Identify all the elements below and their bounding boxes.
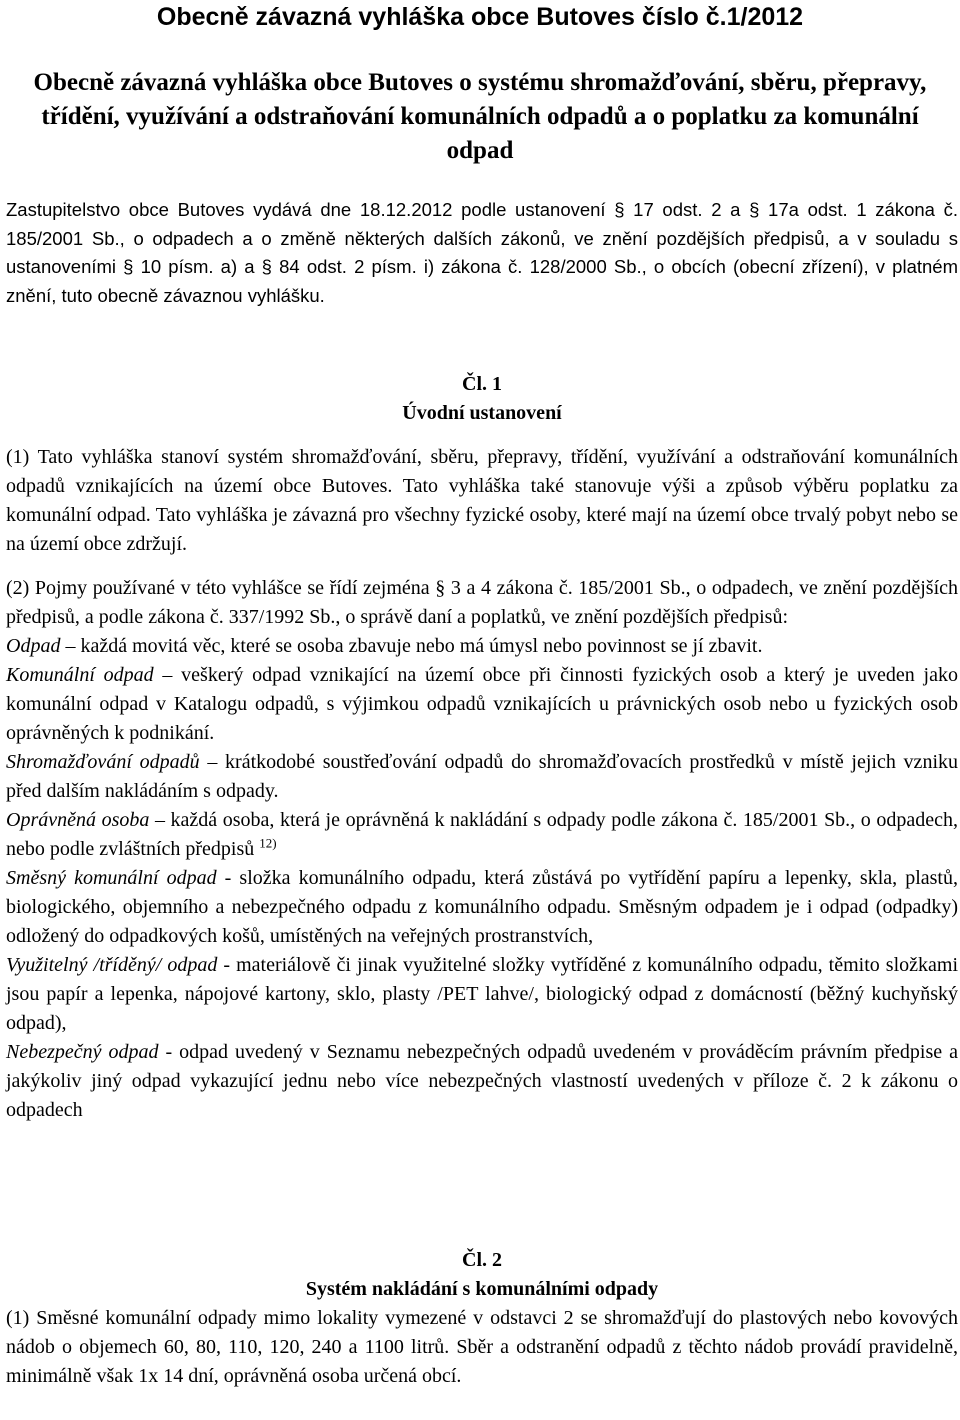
definition-term: Komunální odpad bbox=[6, 664, 154, 686]
definition-term: Směsný komunální odpad bbox=[6, 867, 217, 889]
definition-item bbox=[6, 864, 958, 951]
definition-text: – každá movitá věc, které se osoba zbavuje nebo má úmysl nebo povinnost se jí zbavit. bbox=[60, 635, 763, 657]
definition-text: - složka komunálního odpadu, která zůstává po vytřídění papíru a lepenky, skla, plastů, biologického, objemního a nebezpečného odpadu z komunálního odpadu. Směsným odpadem je i odpad (odpadky) odložený do odpadkových košů, umístěných na veřejných prostranstvích, bbox=[6, 867, 958, 947]
definition-term: Odpad bbox=[6, 635, 61, 657]
definition-item bbox=[6, 632, 958, 661]
article-2-heading: Systém nakládání s komunálními odpady bbox=[305, 1278, 659, 1300]
article-1-heading: Úvodní ustanovení bbox=[402, 402, 562, 424]
definition-item bbox=[6, 951, 958, 1038]
article-1-paragraph-1: (1) Tato vyhláška stanoví systém shromažďování, sběru, přepravy, třídění, využívání a odstraňování komunálních odpadů vznikajících na území obce Butoves. Tato vyhláška také stanovuje výši a způsob výběru poplatku za komunální odpad. Tato vyhláška je závazná pro všechny fyzické osoby, které mají na území obce trvalý pobyt nebo se na území obce zdržují. bbox=[6, 446, 958, 555]
definition-item bbox=[6, 748, 958, 806]
regulation-title: Obecně závazná vyhláška obce Butoves o systému shromažďování, sběru, přepravy, třídění, využívání a odstraňování komunálních odpadů a o poplatku za komunální odpad bbox=[33, 69, 927, 164]
article-2-number: Čl. 2 bbox=[462, 1249, 502, 1271]
definition-item bbox=[6, 661, 958, 748]
document-title: Obecně závazná vyhláška obce Butoves číslo č.1/2012 bbox=[156, 3, 804, 31]
article-1 bbox=[6, 370, 958, 1125]
definition-text: – veškerý odpad vznikající na území obce při činnosti fyzických osob a který je uveden jako komunální odpad v Katalogu odpadů, s výjimkou odpadů vznikajících u právnických osob nebo u fyzických osob oprávněných k podnikání. bbox=[6, 664, 958, 744]
definition-term: Nebezpečný odpad bbox=[6, 1041, 159, 1063]
definition-term: Využitelný /tříděný/ odpad bbox=[6, 954, 218, 976]
definition-item bbox=[6, 806, 958, 864]
definition-term: Oprávněná osoba bbox=[6, 809, 150, 831]
definition-term: Shromažďování odpadů bbox=[6, 751, 200, 773]
article-2 bbox=[6, 1246, 958, 1391]
definition-text: - materiálově či jinak využitelné složky vytříděné z komunálního odpadu, těmito složkami jsou papír a lepenka, nápojové kartony, sklo, plasty /PET lahve/, biologický odpad z domácností (běžný kuchyňský odpad), bbox=[6, 954, 958, 1034]
footnote-reference: 12) bbox=[259, 835, 277, 851]
article-2-paragraph-1: (1) Směsné komunální odpady mimo lokality vymezené v odstavci 2 se shromažďují do plastových nebo kovových nádob o objemech 60, 80, 110, 120, 240 a 1100 litrů. Sběr a odstranění odpadů z těchto nádob provádí pravidelně, minimálně však 1x 14 dní, oprávněná osoba určená obcí. bbox=[6, 1307, 958, 1387]
article-1-number: Čl. 1 bbox=[462, 373, 502, 395]
intro-paragraph: Zastupitelstvo obce Butoves vydává dne 18.12.2012 podle ustanovení § 17 odst. 2 a § 17a odst. 1 zákona č. 185/2001 Sb., o odpadech a o změně některých dalších zákonů, ve znění pozdějších předpisů, a v souladu s ustanoveními § 10 písm. a) a § 84 odst. 2 písm. i) zákona č. 128/2000 Sb., o obcích (obecní zřízení), v platném znění, tuto obecně závaznou vyhlášku. bbox=[6, 199, 958, 306]
definition-text: - odpad uvedený v Seznamu nebezpečných odpadů uvedeném v prováděcím právním předpise a jakýkoliv jiný odpad vykazující jednu nebo více nebezpečných vlastností uvedených v příloze č. 2 k zákonu o odpadech bbox=[6, 1041, 958, 1121]
definition-item bbox=[6, 1038, 958, 1125]
definition-text: – krátkodobé soustřeďování odpadů do shromažďovacích prostředků v místě jejich vzniku před dalším nakládáním s odpady. bbox=[6, 751, 958, 802]
article-1-paragraph-2: (2) Pojmy používané v této vyhlášce se řídí zejména § 3 a 4 zákona č. 185/2001 Sb., o odpadech, ve znění pozdějších předpisů, a podle zákona č. 337/1992 Sb., o správě daní a poplatků, ve znění pozdějších předpisů: bbox=[6, 577, 958, 628]
definition-text: – každá osoba, která je oprávněná k nakládání s odpady podle zákona č. 185/2001 Sb., o odpadech, nebo podle zvláštních předpisů bbox=[6, 809, 958, 860]
